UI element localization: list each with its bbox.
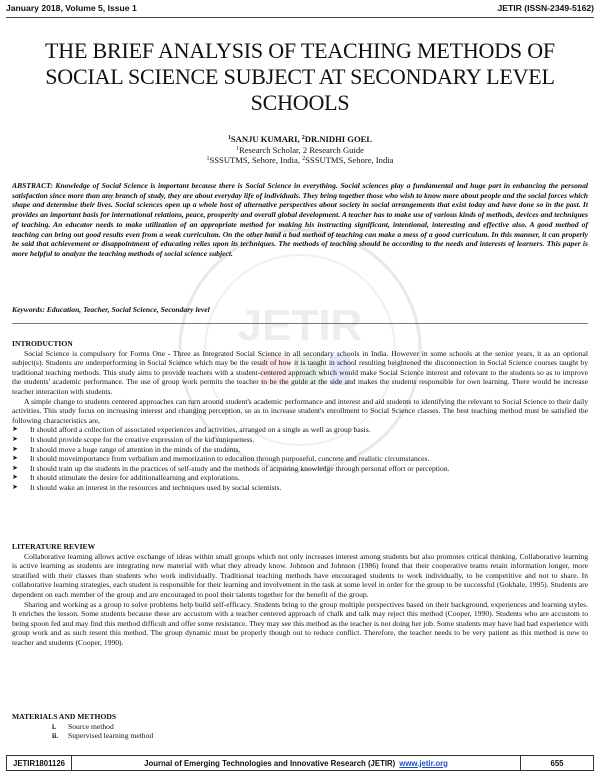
introduction-paragraph-2: A simple change to students centered approaches can turn around student's academic performance and interest and aid students to identifying the relevant to Social Science to their daily activities. This study focus on increasing interest and changing perception, so as to increase student's enrollment to Social Science classes. The best teaching method must be satisfied the following characteristics are, [12,396,588,425]
keywords: Keywords: Education, Teacher, Social Science, Secondary level [12,305,210,314]
literature-paragraph-1: Collaborative learning allows active exchange of ideas within small groups which not only increases interest among students but also promotes critical thinking. Collaborative learning is active learning as students are integrating new material with what they already know. Johnson and Johnson (1986) found that their cooperative teams retain information longer, more stratified with their classes than students who work individually. Traditional teaching methods have encouraged students to work individually, to be competitive and not to share. In collaborative learning strategies, each student is responsible for their learning and involvement in the task at some level in order for the group to be successful (Gokhale, 1995). Students are dependent on each member of the group and are encouraged to pool their talents together for the benefit of the group. [12,551,588,599]
list-item: ii. Supervised learning method [52,731,154,741]
arrow-bullet-icon: ➤ [12,454,18,463]
arrow-bullet-icon: ➤ [12,463,18,472]
arrow-bullet-icon: ➤ [12,444,18,453]
list-item: ➤ It should train up the students in the practices of self-study and the methods of acquiring knowledge through personal effort or perception. [12,463,450,473]
materials-methods-heading: MATERIALS AND METHODS [12,712,117,721]
arrow-bullet-icon: ➤ [12,434,18,443]
literature-review-heading: LITERATURE REVIEW [12,542,96,551]
running-header [6,3,594,17]
paper-title: THE BRIEF ANALYSIS OF TEACHING METHODS OF SOCIAL SCIENCE SUBJECT AT SECONDARY LEVEL SCHOOLS [45,38,555,115]
watermark-text: JETIR [237,301,363,350]
abstract: ABSTRACT: Knowledge of Social Science is important because there is Social Science in everything. Social sciences play a fundamental and huge part in enhancing the personal satisfaction since more than any branch of study, they are about everyday life of individuals. They bring together those who wish to know more about people and the social forces which shape and determine their lives. Social sciences open up a whole host of alternative perspectives about society in social arrangements that exist today and have done so in the past. It provides an important basis for international relations, peace, prosperity and overall global development. A teacher has to make use of various kinds of methods, devices and techniques of teaching. An educator needs to make utilization of an appropriate method for making his instructing significant, intentional, interesting and effective also. A good method of teaching can bring out good results even from a weak curriculum. On the other hand a bad method of teaching can make a mess of a good curriculum. In this manner, it can properly be said that achievement or disappointment of educating relies upon its techniques. The methods of teaching should be according to the needs and interests of learners. This paper is more helpful to analyze the teaching methods of social science subject. [12,181,588,258]
characteristics-list [12,425,588,492]
issue-info: January 2018, Volume 5, Issue 1 [6,3,137,13]
introduction-paragraph-1: Social Science is compulsory for Forms One - Three as Integrated Social Science in all secondary schools in India. However in some schools at the senior years, it as an optional subject(s). Students are underperforming in Social Science which may be the result of how it is taught in school resulting heightened the disconnection in Social Science courses taught by traditional teaching methods. This study aims to provide teachers with a student-centered approach which would make Social Science interest and relevant to the students so as to improve the students' academic performance. The use of group work permits the teacher to be the guide at the side and makes the students responsible for own learning. There would be increase teacher interaction with students. [12,348,588,396]
arrow-bullet-icon: ➤ [12,482,18,491]
arrow-bullet-icon: ➤ [12,473,18,482]
arrow-bullet-icon: ➤ [12,425,18,434]
list-item: ➤ It should move a huge range of attention in the minds of the students. [12,444,241,454]
list-item: ➤ It should afford a collection of associated experiences and activities, arranged on a single as well as group basis. [12,425,371,435]
page-footer [6,755,594,771]
list-item: ➤ It should provide scope for the creative expression of the kid'suniqueness. [12,434,255,444]
literature-paragraph-2: Sharing and working as a group to solve problems help build self-efficacy. Students bring to the group multiple perspectives based on their background, experiences and learning styles. It enriches the lesson. Some students because these are accustom with a teacher centered approach of chalk and talk may reject this method (Cooper, 1990). Students who are accustom to being spoon fed and may find this method difficult and offer some resistance. They may see this method as the teacher is not doing her job. Some students may have had bad experience with group work and as such resent this method. The group dynamic must be properly though out to reduce conflict. Therefore, the teacher needs to be very patient as this method is new to teacher and students (Cooper, 1990). [12,599,588,647]
literature-review-section [12,542,588,648]
author-names: $^1$SANJU KUMARI, $^2$DR.NIDHI GOEL [227,134,373,144]
introduction-section [12,339,588,493]
journal-link[interactable]: www.jetir.org [399,758,448,768]
list-item: i. Source method [52,721,114,731]
journal-name: Journal of Emerging Technologies and Innovative Research (JETIR) www.jetir.org [72,756,521,770]
page-number: 655 [550,758,564,768]
author-roles: $^1$Research Scholar, 2 Research Guide [236,144,364,155]
list-item: ➤ It should stimulate the desire for additionallearning and explorations. [12,473,240,483]
issn-info: JETIR (ISSN-2349-5162) [497,3,594,13]
materials-methods-section [12,712,588,741]
methods-list [12,722,588,741]
section-divider [12,323,588,324]
introduction-heading: INTRODUCTION [12,339,73,348]
paper-id: JETIR1801126 [7,756,72,770]
header-rule [6,17,594,18]
list-item: ➤ It should moveimportance from verbalism and memorization to education through purposeful, concrete and realistic circumstances. [12,454,430,464]
list-item: ➤ It should wake an interest in the resources and techniques used by social scientists. [12,482,282,492]
author-block [0,134,600,166]
author-affiliations: $^1$SSSUTMS, Sehore, India, $^2$SSSUTMS, Sehore, India [206,155,394,166]
